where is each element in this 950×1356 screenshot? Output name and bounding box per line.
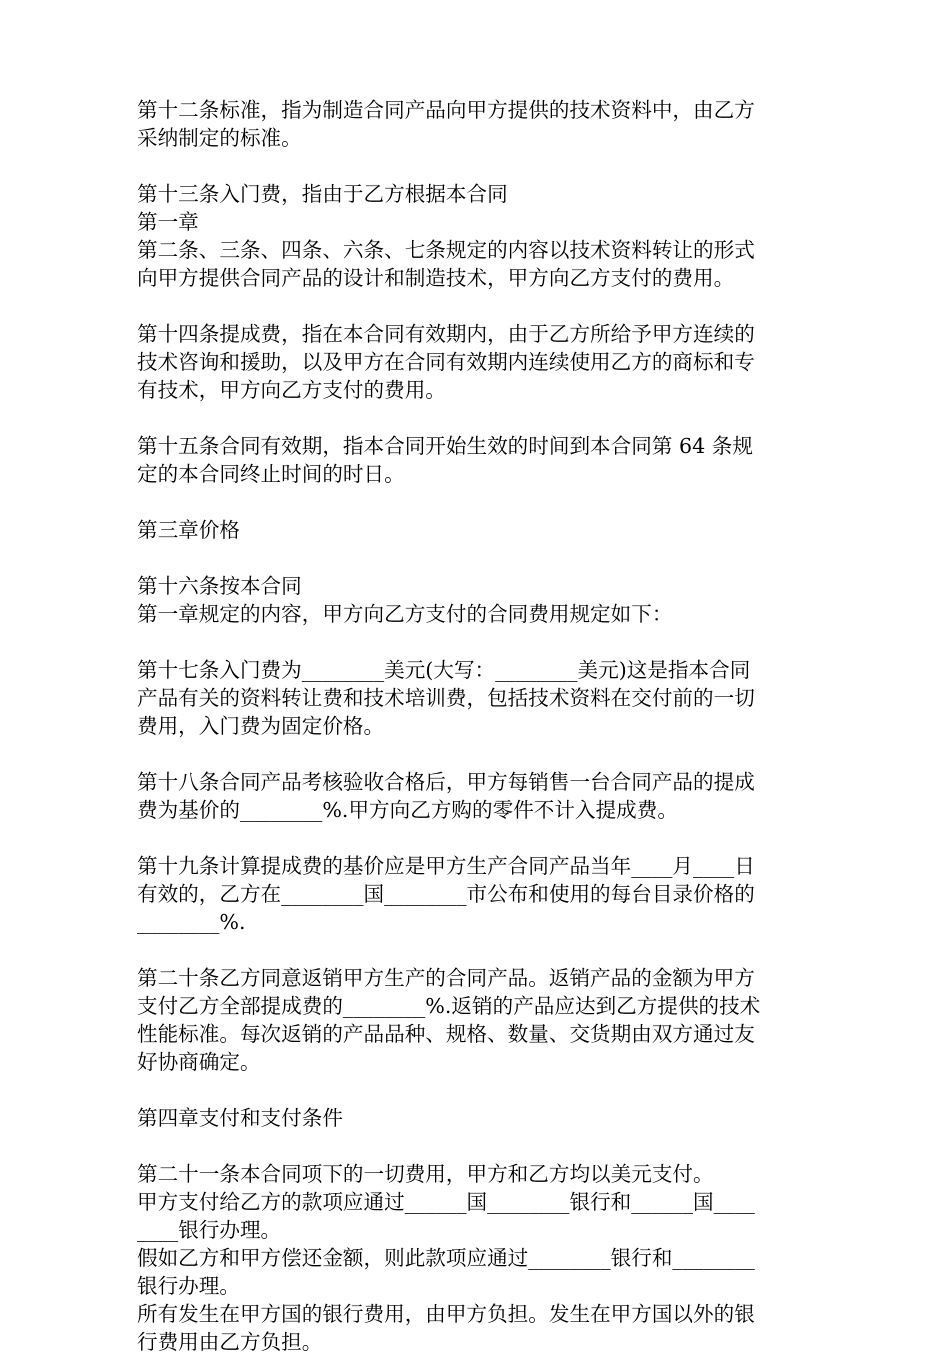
contract-page bbox=[137, 96, 817, 1356]
text-line: 费为基价的________%.甲方向乙方购的零件不计入提成费。 bbox=[137, 798, 678, 822]
paragraph-gap bbox=[137, 628, 817, 656]
paragraph-gap bbox=[137, 404, 817, 432]
paragraph-gap bbox=[137, 824, 817, 852]
text-line: 甲方支付给乙方的款项应通过______国________银行和______国____ bbox=[137, 1190, 755, 1214]
text-line: 产品有关的资料转让费和技术培训费，包括技术资料在交付前的一切 bbox=[137, 686, 755, 710]
text-line: 第十七条入门费为________美元(大写：________美元)这是指本合同 bbox=[137, 658, 751, 682]
text-line: 第十三条入门费，指由于乙方根据本合同 bbox=[137, 182, 508, 206]
text-line: 第十八条合同产品考核验收合格后，甲方每销售一台合同产品的提成 bbox=[137, 770, 755, 794]
text-line: 所有发生在甲方国的银行费用，由甲方负担。发生在甲方国以外的银 bbox=[137, 1302, 755, 1326]
chapter-heading: 第四章支付和支付条件 bbox=[137, 1106, 343, 1130]
text-line: 采纳制定的标准。 bbox=[137, 126, 302, 150]
text-line: 假如乙方和甲方偿还金额，则此款项应通过________银行和________ bbox=[137, 1246, 755, 1270]
text-line: 第十六条按本合同 bbox=[137, 574, 302, 598]
text-line: ________%. bbox=[137, 910, 246, 934]
paragraph-gap bbox=[137, 1132, 817, 1160]
text-line: 第二十一条本合同项下的一切费用，甲方和乙方均以美元支付。 bbox=[137, 1162, 714, 1186]
text-line: 第二条、三条、四条、六条、七条规定的内容以技术资料转让的形式 bbox=[137, 238, 755, 262]
text-line: 第十九条计算提成费的基价应是甲方生产合同产品当年____月____日 bbox=[137, 854, 755, 878]
text-line: 银行办理。 bbox=[137, 1274, 240, 1298]
paragraph-gap bbox=[137, 152, 817, 180]
text-line: 有效的，乙方在________国________市公布和使用的每台目录价格的 bbox=[137, 882, 755, 906]
text-line: 第十五条合同有效期，指本合同开始生效的时间到本合同第 64 条规 bbox=[137, 434, 753, 458]
text-line: 第二十条乙方同意返销甲方生产的合同产品。返销产品的金额为甲方 bbox=[137, 966, 755, 990]
text-line: 第十二条标准，指为制造合同产品向甲方提供的技术资料中，由乙方 bbox=[137, 98, 755, 122]
chapter-heading: 第三章价格 bbox=[137, 518, 240, 542]
paragraph-gap bbox=[137, 544, 817, 572]
text-line: 第一章 bbox=[137, 210, 199, 234]
text-line: 第一章规定的内容，甲方向乙方支付的合同费用规定如下： bbox=[137, 602, 673, 626]
paragraph-gap bbox=[137, 936, 817, 964]
text-line: 支付乙方全部提成费的________%.返销的产品应达到乙方提供的技术 bbox=[137, 994, 761, 1018]
paragraph-gap bbox=[137, 488, 817, 516]
text-line: 行费用由乙方负担。 bbox=[137, 1330, 323, 1354]
text-line: 技术咨询和援助，以及甲方在合同有效期内连续使用乙方的商标和专 bbox=[137, 350, 755, 374]
paragraph-gap bbox=[137, 1076, 817, 1104]
text-line: 费用，入门费为固定价格。 bbox=[137, 714, 385, 738]
paragraph-gap bbox=[137, 740, 817, 768]
text-line: 性能标准。每次返销的产品品种、规格、数量、交货期由双方通过友 bbox=[137, 1022, 755, 1046]
text-line: 有技术，甲方向乙方支付的费用。 bbox=[137, 378, 446, 402]
paragraph-gap bbox=[137, 292, 817, 320]
text-line: 第十四条提成费，指在本合同有效期内，由于乙方所给予甲方连续的 bbox=[137, 322, 755, 346]
text-line: ____银行办理。 bbox=[137, 1218, 282, 1242]
text-line: 向甲方提供合同产品的设计和制造技术，甲方向乙方支付的费用。 bbox=[137, 266, 735, 290]
text-line: 定的本合同终止时间的时日。 bbox=[137, 462, 405, 486]
text-line: 好协商确定。 bbox=[137, 1050, 261, 1074]
